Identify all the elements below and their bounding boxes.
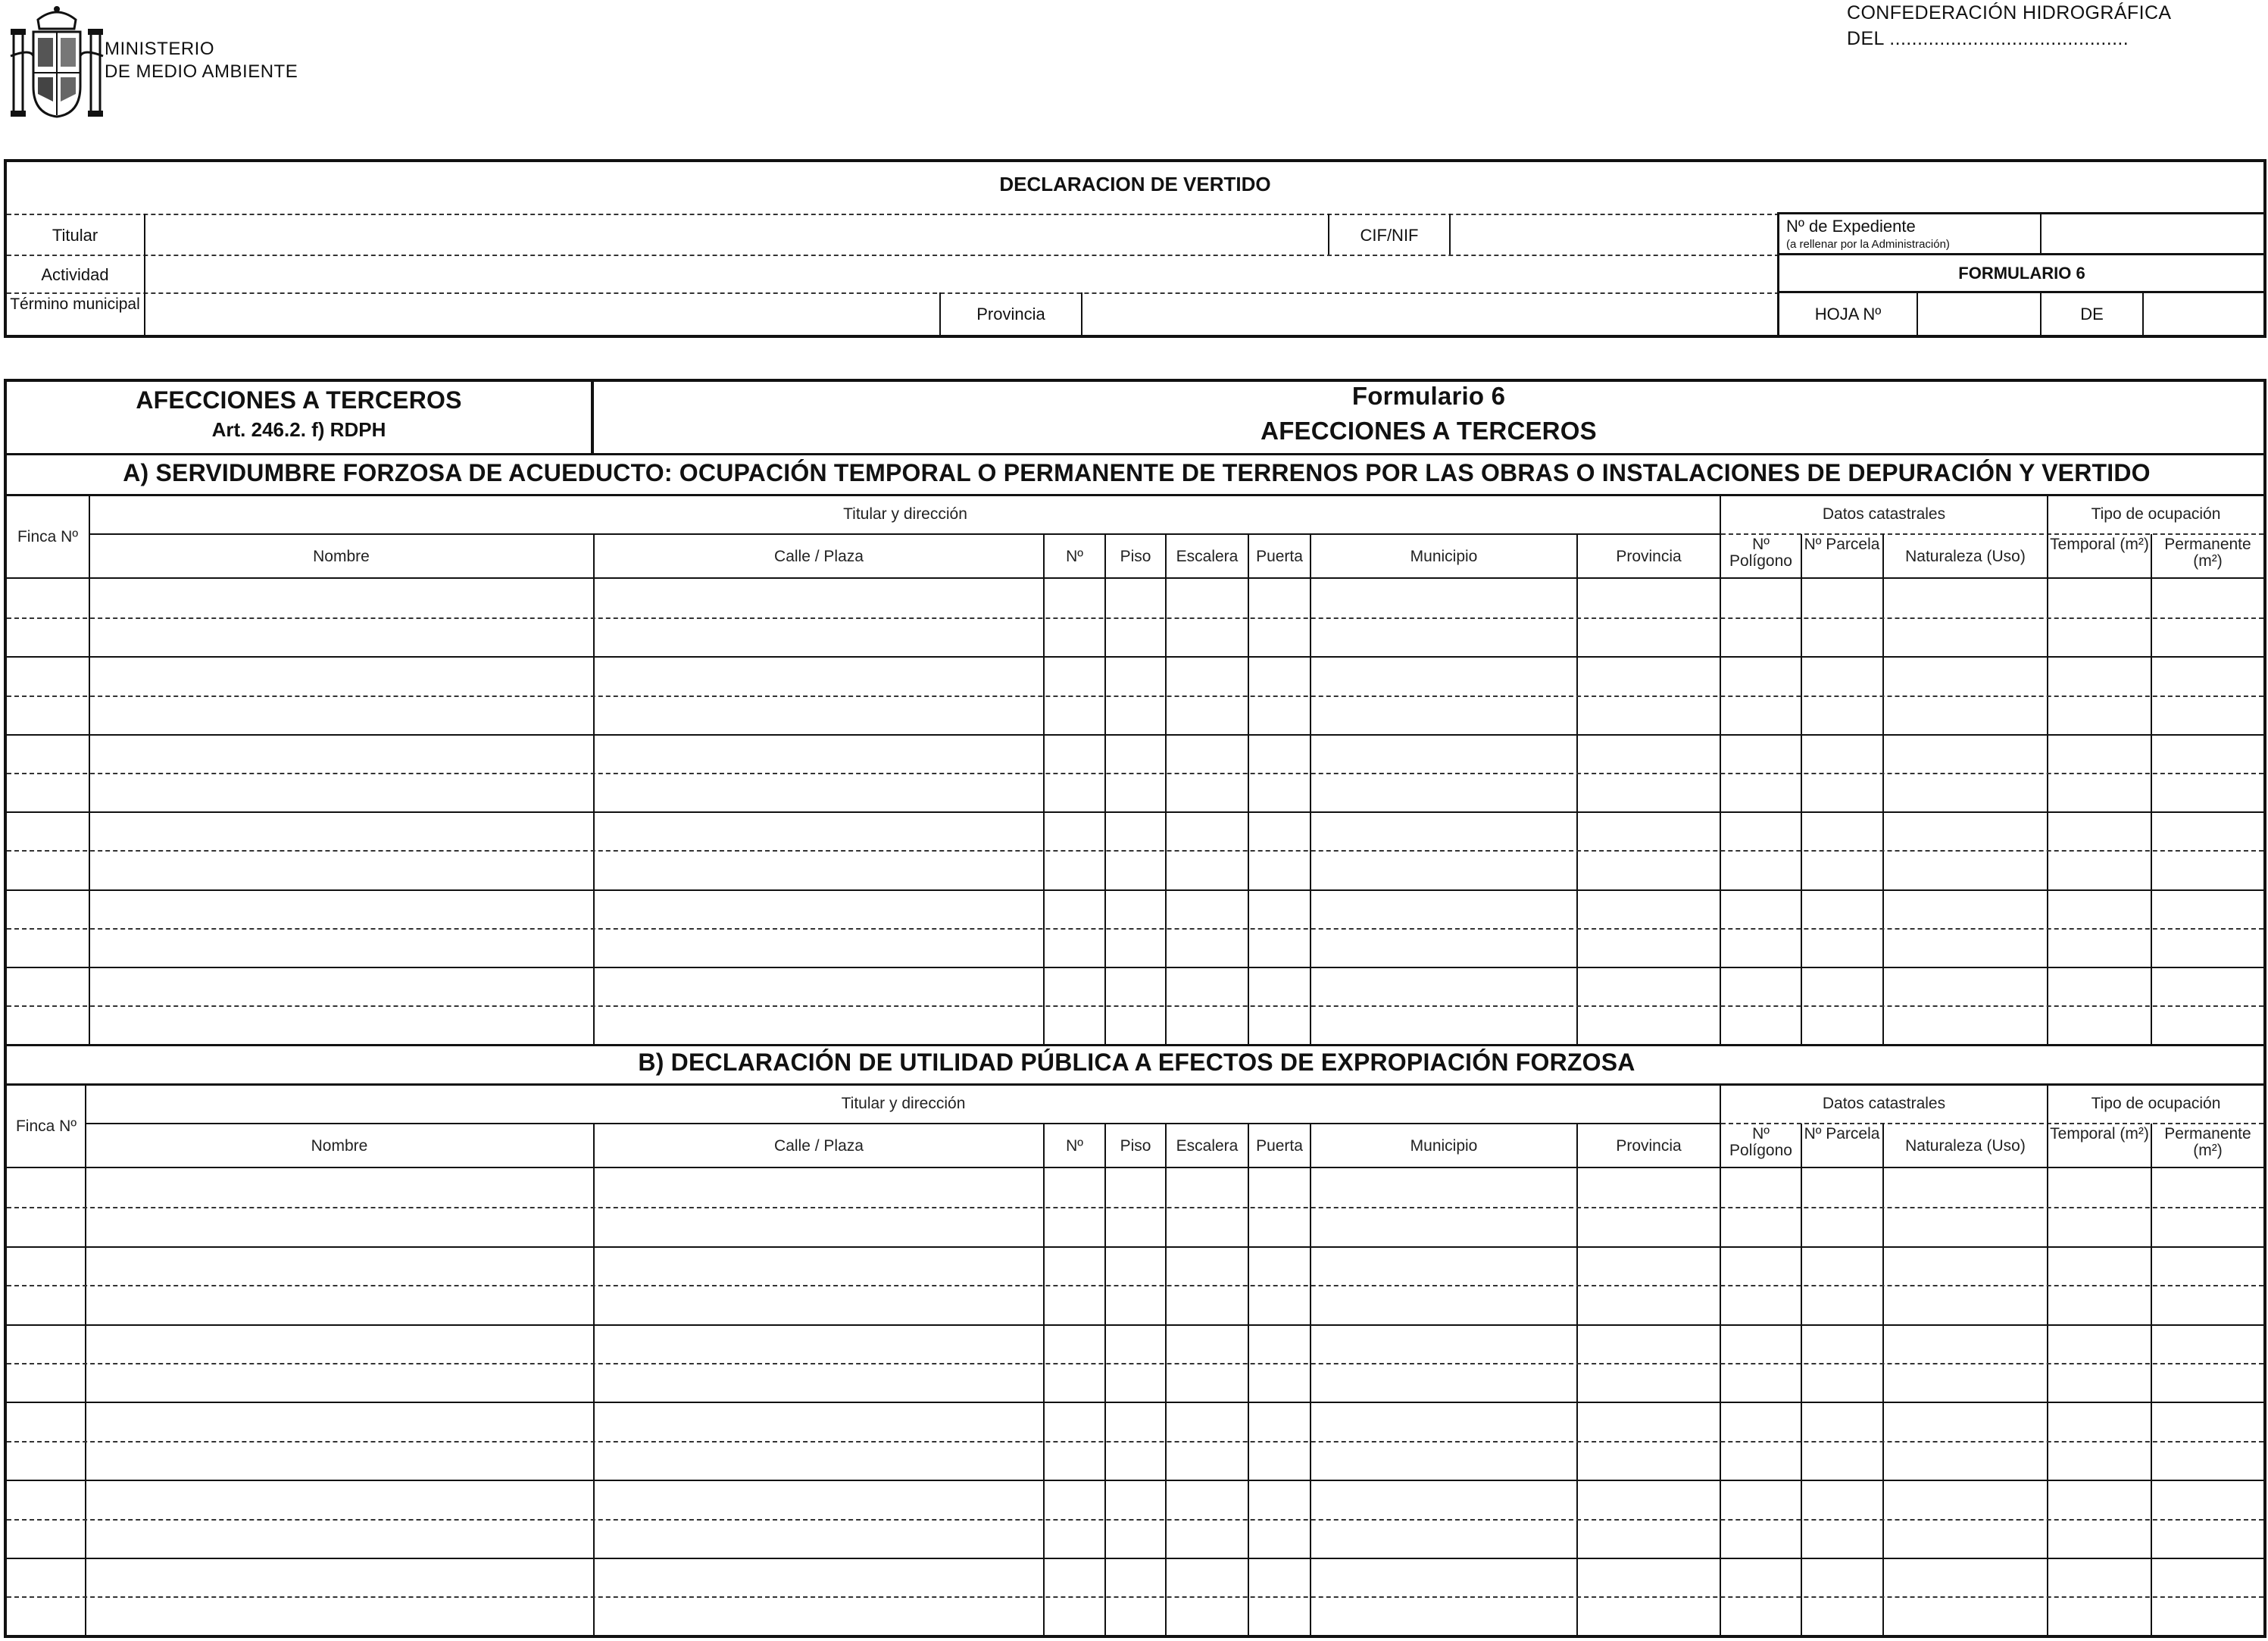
col-piso-b: Piso: [1120, 1137, 1151, 1155]
col-poligono-b: Nº Polígono: [1729, 1125, 1792, 1159]
confederation-label: CONFEDERACIÓN HIDROGRÁFICA: [1847, 2, 2172, 23]
provincia-label: Provincia: [976, 305, 1045, 324]
termino-field[interactable]: [147, 295, 938, 333]
col-temporal-a: Temporal (m²): [2050, 536, 2149, 553]
col-puerta-b: Puerta: [1256, 1137, 1303, 1155]
expediente-label: Nº de Expediente: [1786, 217, 1916, 236]
titular-group-header-b: Titular y dirección: [841, 1095, 966, 1112]
confederation-del-line: DEL ...........................................: [1847, 28, 2129, 49]
cif-field[interactable]: [1452, 217, 1775, 252]
col-piso-a: Piso: [1120, 548, 1151, 565]
col-poligono-a: Nº Polígono: [1729, 536, 1792, 570]
termino-label: Término municipal: [10, 295, 140, 313]
col-naturaleza-a: Naturaleza (Uso): [1905, 548, 2026, 565]
provincia-field[interactable]: [1084, 295, 1775, 333]
ocupacion-group-header-b: Tipo de ocupación: [2091, 1095, 2221, 1112]
col-temporal-b: Temporal (m²): [2050, 1125, 2149, 1142]
coat-of-arms-icon: [8, 3, 106, 121]
declaration-title: DECLARACION DE VERTIDO: [999, 173, 1271, 195]
col-naturaleza-b: Naturaleza (Uso): [1905, 1137, 2026, 1155]
ministry-name-line2: DE MEDIO AMBIENTE: [105, 61, 298, 82]
finca-header-a: Finca Nº: [17, 528, 79, 545]
formulario-label: FORMULARIO 6: [1958, 264, 2085, 283]
left-title: AFECCIONES A TERCEROS: [136, 386, 462, 414]
section-b-title: B) DECLARACIÓN DE UTILIDAD PÚBLICA A EFECTOS DE EXPROPIACIÓN FORZOSA: [638, 1049, 1635, 1076]
actividad-field[interactable]: [147, 258, 1774, 291]
hoja-label: HOJA Nº: [1814, 305, 1882, 324]
expediente-field[interactable]: [2043, 217, 2263, 252]
col-nombre-a: Nombre: [313, 548, 370, 565]
section-a-title: A) SERVIDUMBRE FORZOSA DE ACUEDUCTO: OCUPACIÓN TEMPORAL O PERMANENTE DE TERRENOS POR LAS OBRAS O INSTALACIONES DE DEPURACIÓN Y VERTIDO: [123, 459, 2151, 486]
right-subtitle: AFECCIONES A TERCEROS: [1261, 417, 1597, 445]
afecciones-form: [4, 379, 2266, 1638]
catastral-group-header-b: Datos catastrales: [1822, 1095, 1946, 1112]
ministry-name-line1: MINISTERIO: [105, 39, 215, 59]
catastral-group-header-a: Datos catastrales: [1822, 505, 1946, 523]
col-numero-a: Nº: [1066, 548, 1083, 565]
col-permanente-a: Permanente (m²): [2164, 536, 2251, 570]
col-municipio-b: Municipio: [1410, 1137, 1478, 1155]
col-puerta-a: Puerta: [1256, 548, 1303, 565]
col-calle-a: Calle / Plaza: [774, 548, 864, 565]
col-escalera-a: Escalera: [1176, 548, 1239, 565]
col-municipio-a: Municipio: [1410, 548, 1478, 565]
col-parcela-b: Nº Parcela: [1804, 1125, 1880, 1142]
ocupacion-group-header-a: Tipo de ocupación: [2091, 505, 2221, 523]
col-nombre-b: Nombre: [311, 1137, 368, 1155]
col-provincia-a: Provincia: [1616, 548, 1682, 565]
finca-header-b: Finca Nº: [15, 1117, 77, 1135]
cif-label: CIF/NIF: [1360, 226, 1419, 245]
col-provincia-b: Provincia: [1616, 1137, 1682, 1155]
hoja-field[interactable]: [1920, 295, 2038, 333]
col-permanente-b: Permanente (m²): [2164, 1125, 2251, 1159]
col-parcela-a: Nº Parcela: [1804, 536, 1880, 553]
de-label: DE: [2080, 305, 2104, 324]
left-subtitle: Art. 246.2. f) RDPH: [211, 418, 386, 441]
titular-field[interactable]: [147, 217, 1326, 252]
titular-group-header-a: Titular y dirección: [843, 505, 967, 523]
de-field[interactable]: [2145, 295, 2263, 333]
titular-label: Titular: [52, 226, 98, 245]
actividad-label: Actividad: [41, 265, 109, 284]
col-escalera-b: Escalera: [1176, 1137, 1239, 1155]
col-calle-b: Calle / Plaza: [774, 1137, 864, 1155]
expediente-note: (a rellenar por la Administración): [1786, 238, 1950, 251]
col-numero-b: Nº: [1066, 1137, 1083, 1155]
right-title: Formulario 6: [1351, 382, 1506, 410]
